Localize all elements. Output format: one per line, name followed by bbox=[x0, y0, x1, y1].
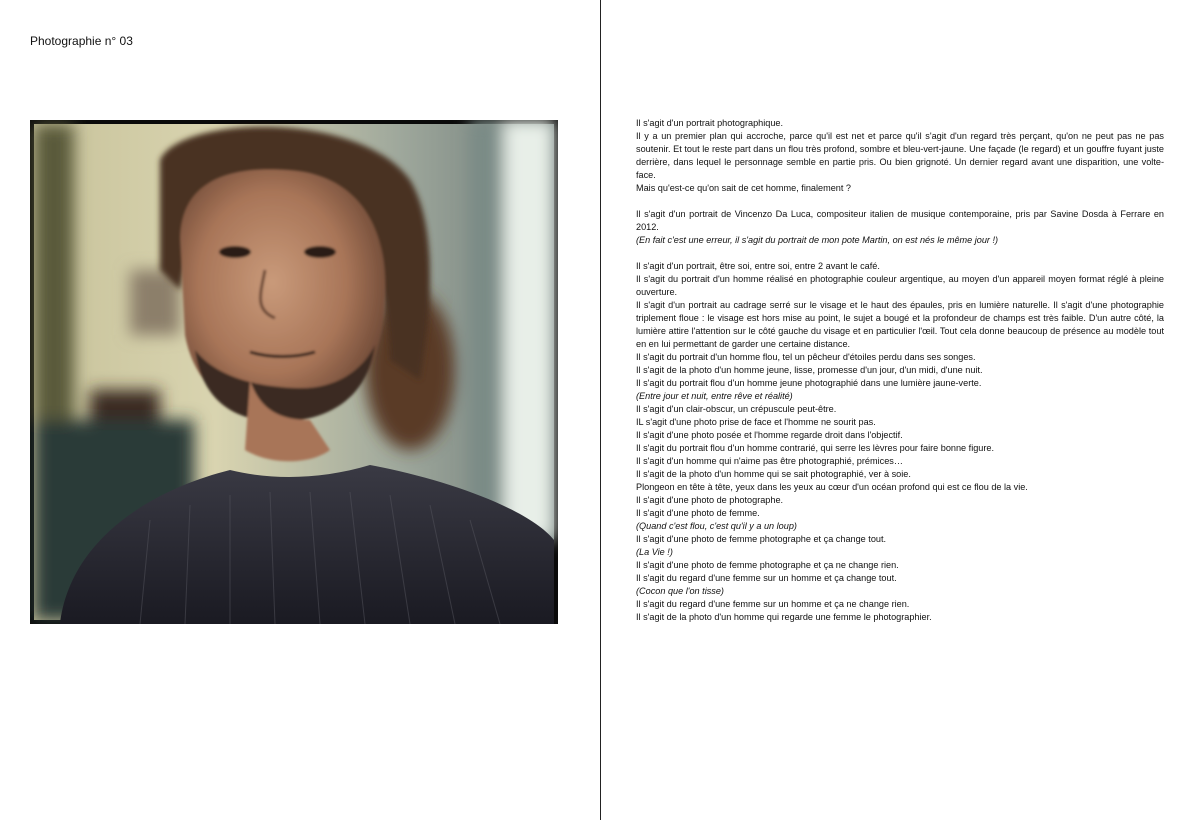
text-line: Plongeon en tête à tête, yeux dans les yeux au cœur d'un océan profond qui est ce flou de la vie. bbox=[636, 482, 1028, 492]
text-line: Il s'agit d'une photo posée et l'homme regarde droit dans l'objectif. bbox=[636, 430, 903, 440]
text-line: IL s'agit d'une photo prise de face et l'homme ne sourit pas. bbox=[636, 417, 876, 427]
page-title: Photographie n° 03 bbox=[30, 34, 133, 48]
text-line: Il s'agit d'un portrait, être soi, entre soi, entre 2 avant le café. bbox=[636, 261, 880, 271]
text-line: Mais qu'est-ce qu'on sait de cet homme, finalement ? bbox=[636, 183, 851, 193]
text-line-italic: (En fait c'est une erreur, il s'agit du portrait de mon pote Martin, on est nés le même jour !) bbox=[636, 235, 999, 245]
text-line-italic: (Entre jour et nuit, entre rêve et réalité) bbox=[636, 391, 793, 401]
text-line: Il s'agit du portrait d'un homme réalisé en photographie couleur argentique, au moyen d'un appareil moyen format réglé à pleine ouverture. bbox=[636, 274, 1164, 297]
text-line-italic: (Cocon que l'on tisse) bbox=[636, 586, 724, 596]
text-line-italic: (Quand c'est flou, c'est qu'il y a un loup) bbox=[636, 521, 797, 531]
portrait-illustration bbox=[30, 120, 558, 624]
text-line: Il s'agit du regard d'une femme sur un homme et ça change tout. bbox=[636, 573, 897, 583]
text-line: Il s'agit d'un portrait au cadrage serré sur le visage et le haut des épaules, pris en lumière naturelle. Il s'agit d'une photographie triplement floue : le visage est hors mise au point, le sujet a bougé et la profondeur de champs est très faible. D'un autre côté, la lumière attire l'attention sur le côté gauche du visage et en particulier l'œil. Tout cela donne beaucoup de présence au modèle tout en en lui permettant de garder une certaine distance. bbox=[636, 300, 1164, 349]
text-line: Il s'agit d'un portrait de Vincenzo Da Luca, compositeur italien de musique contemporaine, pris par Savine Dosda à Ferrare en 2012. bbox=[636, 209, 1164, 232]
text-line: Il s'agit du portrait flou d'un homme jeune photographié dans une lumière jaune-verte. bbox=[636, 378, 982, 388]
text-line: Il y a un premier plan qui accroche, parce qu'il est net et parce qu'il s'agit d'un regard très perçant, qu'on ne peut pas ne pas soutenir. Et tout le reste part dans un flou très profond, sombre et bleu-vert-jaune. Une façade (le regard) et un gouffre fuyant juste derrière, dans lequel le personnage semble en partie pris. Ou bien grignoté. Un dernier regard avant une disparition, une volte-face. bbox=[636, 131, 1164, 180]
text-line: Il s'agit d'une photo de femme photographe et ça change tout. bbox=[636, 534, 887, 544]
text-line: Il s'agit d'un homme qui n'aime pas être photographié, prémices… bbox=[636, 456, 903, 466]
text-line: Il s'agit d'une photo de femme. bbox=[636, 508, 760, 518]
text-line: Il s'agit d'un clair-obscur, un crépuscule peut-être. bbox=[636, 404, 837, 414]
text-line: Il s'agit du regard d'une femme sur un homme et ça ne change rien. bbox=[636, 599, 910, 609]
page-divider bbox=[600, 0, 601, 820]
text-line: Il s'agit de la photo d'un homme qui regarde une femme le photographier. bbox=[636, 612, 932, 622]
portrait-photo bbox=[30, 120, 558, 624]
paragraph-intro bbox=[636, 117, 1164, 195]
text-line: Il s'agit du portrait d'un homme flou, tel un pêcheur d'étoiles perdu dans ses songes. bbox=[636, 352, 976, 362]
text-line: Il s'agit du portrait flou d'un homme contrarié, qui serre les lèvres pour faire bonne figure. bbox=[636, 443, 995, 453]
text-line: Il s'agit de la photo d'un homme jeune, lisse, promesse d'un jour, d'un midi, d'une nuit. bbox=[636, 365, 983, 375]
paragraph-attribution bbox=[636, 208, 1164, 247]
text-line: Il s'agit d'une photo de femme photographe et ça ne change rien. bbox=[636, 560, 899, 570]
text-line: Il s'agit de la photo d'un homme qui se sait photographié, ver à soie. bbox=[636, 469, 911, 479]
paragraph-list bbox=[636, 260, 1164, 624]
text-line: Il s'agit d'une photo de photographe. bbox=[636, 495, 784, 505]
text-line: Il s'agit d'un portrait photographique. bbox=[636, 118, 784, 128]
text-line-italic: (La Vie !) bbox=[636, 547, 673, 557]
text-column bbox=[636, 117, 1164, 637]
